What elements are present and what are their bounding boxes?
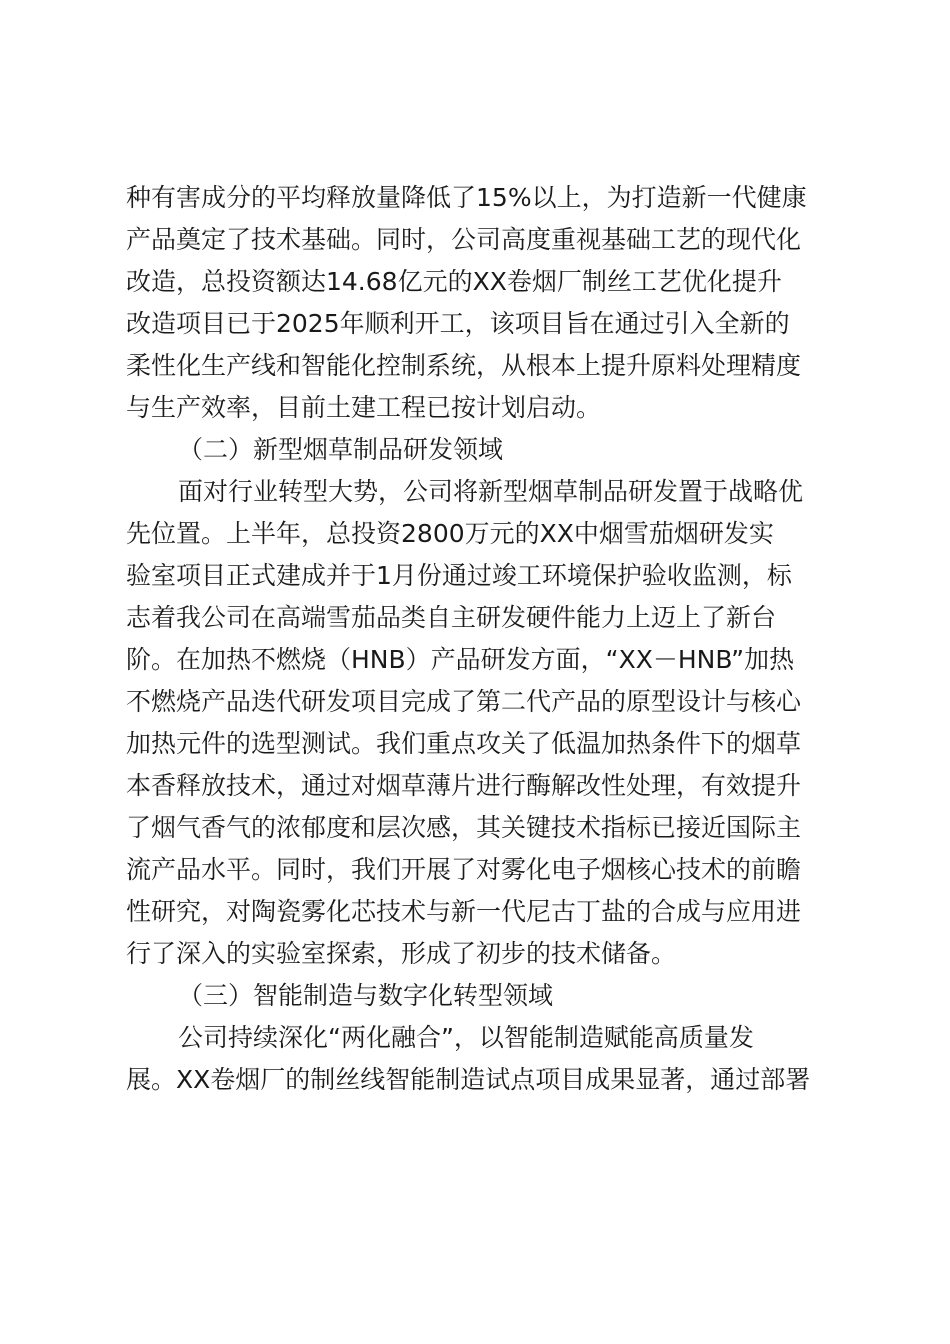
body-text-line: 种有害成分的平均释放量降低了15%以上，为打造新一代健康 <box>126 183 807 212</box>
body-text-line: 志着我公司在高端雪茄品类自主研发硬件能力上迈上了新台 <box>126 603 777 632</box>
body-text-line: 产品奠定了技术基础。同时，公司高度重视基础工艺的现代化 <box>126 225 802 254</box>
section-heading: （二）新型烟草制品研发领域 <box>178 435 504 464</box>
body-text-line: 面对行业转型大势，公司将新型烟草制品研发置于战略优 <box>178 477 804 506</box>
body-text-line: 柔性化生产线和智能化控制系统，从根本上提升原料处理精度 <box>126 351 802 380</box>
body-text-line: 展。XX卷烟厂的制丝线智能制造试点项目成果显著，通过部署 <box>126 1065 811 1094</box>
body-text-line: 先位置。上半年，总投资2800万元的XX中烟雪茄烟研发实 <box>126 519 774 548</box>
body-text-line: 公司持续深化“两化融合”，以智能制造赋能高质量发 <box>178 1023 754 1052</box>
body-text-line: 本香释放技术，通过对烟草薄片进行酶解改性处理，有效提升 <box>126 771 802 800</box>
body-text-line: 改造项目已于2025年顺利开工，该项目旨在通过引入全新的 <box>126 309 790 338</box>
body-text-line: 与生产效率，目前土建工程已按计划启动。 <box>126 393 602 422</box>
body-text-line: 性研究，对陶瓷雾化芯技术与新一代尼古丁盐的合成与应用进 <box>126 897 802 926</box>
body-text-line: 不燃烧产品迭代研发项目完成了第二代产品的原型设计与核心 <box>126 687 802 716</box>
body-text-line: 验室项目正式建成并于1月份通过竣工环境保护验收监测，标 <box>126 561 792 590</box>
body-text-line: 阶。在加热不燃烧（HNB）产品研发方面，“XX－HNB”加热 <box>126 645 795 674</box>
body-text-line: 行了深入的实验室探索，形成了初步的技术储备。 <box>126 939 677 968</box>
body-text-line: 了烟气香气的浓郁度和层次感，其关键技术指标已接近国际主 <box>126 813 802 842</box>
body-text-line: 改造，总投资额达14.68亿元的XX卷烟厂制丝工艺优化提升 <box>126 267 782 296</box>
section-heading: （三）智能制造与数字化转型领域 <box>178 981 554 1010</box>
body-text-line: 加热元件的选型测试。我们重点攻关了低温加热条件下的烟草 <box>126 729 802 758</box>
body-text-line: 流产品水平。同时，我们开展了对雾化电子烟核心技术的前瞻 <box>126 855 802 884</box>
